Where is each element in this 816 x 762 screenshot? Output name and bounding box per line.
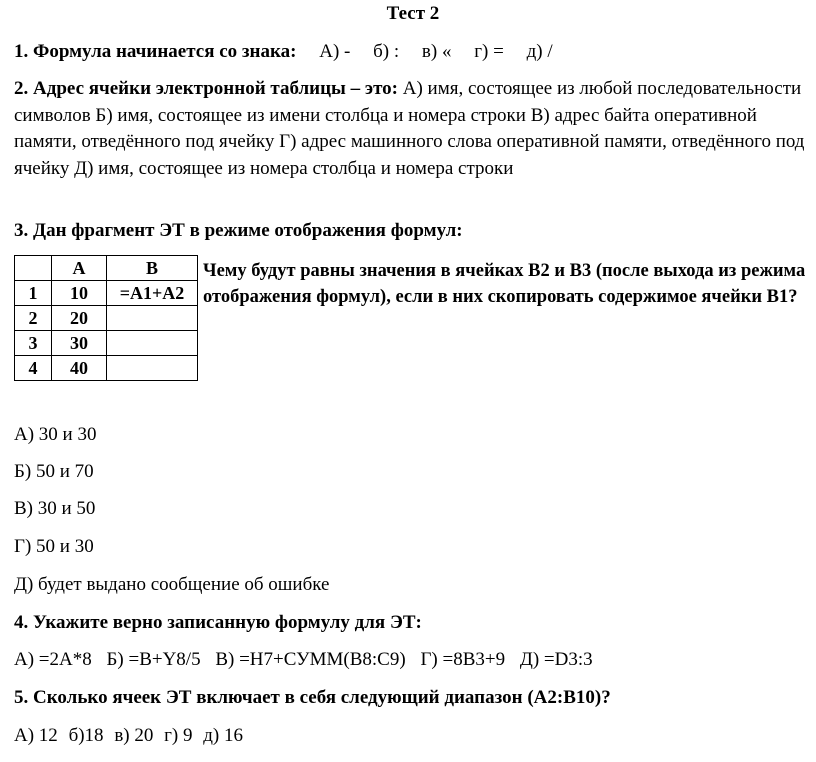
question-5-options <box>14 725 249 747</box>
table-header-row <box>15 256 198 281</box>
question-3-answer-b: Б) 50 и 70 <box>14 461 94 482</box>
table-header-cell <box>15 256 52 281</box>
question-3-answer-c: В) 30 и 50 <box>14 498 96 519</box>
question-5-option-b: б)18 <box>68 725 104 746</box>
table-header-cell: A <box>52 256 107 281</box>
question-5-option-a: А) 12 <box>14 725 58 746</box>
row-number: 2 <box>15 306 52 331</box>
question-1-option-b: б) : <box>373 41 400 62</box>
table-row <box>15 281 198 306</box>
table-header-cell: B <box>107 256 198 281</box>
row-number: 4 <box>15 356 52 381</box>
question-4-option-e: Д) =D3:3 <box>519 649 593 670</box>
question-1-option-a: А) - <box>319 41 351 62</box>
table-cell <box>107 356 198 381</box>
table-cell: 20 <box>52 306 107 331</box>
question-3-answer-e: Д) будет выдано сообщение об ошибке <box>14 574 330 595</box>
question-4-text: 4. Укажите верно записанную формулу для ЭТ: <box>14 612 422 633</box>
question-4-option-d: Г) =8В3+9 <box>420 649 506 670</box>
question-4-options <box>14 649 603 671</box>
table-cell: 30 <box>52 331 107 356</box>
row-number: 1 <box>15 281 52 306</box>
question-3-answer-d: Г) 50 и 30 <box>14 536 94 557</box>
question-4-option-a: А) =2А*8 <box>14 649 92 670</box>
question-2-options: А) имя, состоящее из любой последовательности символов Б) имя, состоящее из имени столбца и номера строки В) адрес байта оперативной памяти, отведённого под ячейку Г) адрес машинного слова оперативной памяти, отведённого под ячейку Д) имя, состоящее из номера столбца и номера строки <box>14 78 805 179</box>
question-1-option-d: г) = <box>474 41 504 62</box>
table-row <box>15 306 198 331</box>
question-2 <box>14 76 814 182</box>
question-1-option-c: в) « <box>421 41 452 62</box>
question-4-option-c: В) =Н7+СУММ(В8:С9) <box>215 649 406 670</box>
question-5-text: 5. Сколько ячеек ЭТ включает в себя следующий диапазон (А2:В10)? <box>14 687 611 708</box>
table-cell: =A1+A2 <box>107 281 198 306</box>
question-1-option-e: д) / <box>526 41 553 62</box>
question-3-side-text: Чему будут равны значения в ячейках B2 и B3 (после выхода из режима отображения формул), если в них скопировать содержимое ячейки B1? <box>203 261 806 307</box>
question-1 <box>14 41 553 63</box>
table-cell <box>107 306 198 331</box>
table-cell: 40 <box>52 356 107 381</box>
spreadsheet-fragment <box>14 255 198 381</box>
question-5-option-e: д) 16 <box>203 725 243 746</box>
question-1-text: 1. Формула начинается со знака: <box>14 41 297 62</box>
page-title: Тест 2 <box>386 3 440 24</box>
question-2-text: 2. Адрес ячейки электронной таблицы – это: <box>14 78 398 99</box>
question-3-answer-a: А) 30 и 30 <box>14 424 97 445</box>
table-row <box>15 331 198 356</box>
question-4-option-b: Б) =B+Y8/5 <box>106 649 201 670</box>
question-3-text: 3. Дан фрагмент ЭТ в режиме отображения формул: <box>14 220 463 241</box>
question-5-option-c: в) 20 <box>114 725 154 746</box>
table-cell: 10 <box>52 281 107 306</box>
table-cell <box>107 331 198 356</box>
row-number: 3 <box>15 331 52 356</box>
table-row <box>15 356 198 381</box>
question-5-option-d: г) 9 <box>164 725 193 746</box>
